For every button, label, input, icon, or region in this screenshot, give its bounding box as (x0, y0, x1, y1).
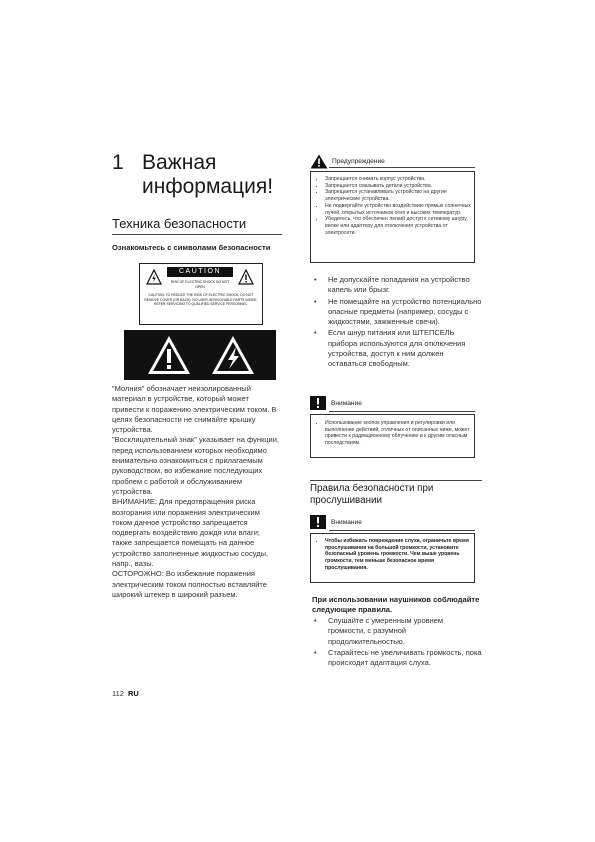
hearing-attention-rule (329, 530, 475, 531)
hearing-attention-box (310, 533, 475, 583)
warning-box (310, 171, 475, 263)
warning-label: Предупреждение (332, 158, 385, 165)
lightning-triangle-icon (146, 269, 162, 285)
attention-header (310, 396, 475, 410)
attention-item: • Чтобы избежать повреждение слуха, ограничьте время прослушивания на большой громкости, установите безопасный уровень громкости. Чем выше уровень громкости, тем меньше безопасное время прослушивания. (325, 538, 471, 572)
list-item: • Не помещайте на устройство потенциально опасные предметы (например, сосуды с жидкостями, зажженные свечи). (328, 297, 482, 328)
paragraph-caution: ОСТОРОЖНО: Во избежание поражения электрическим током полностью вставляйте широкий штекер в широкий разъем. (112, 569, 267, 599)
chapter-number: 1 (112, 151, 124, 174)
warning-item: • Не подвергайте устройство воздействию прямых солнечных лучей, открытых источников огня и высоких температур. (325, 203, 471, 216)
chapter-title: Важная информация! (142, 151, 274, 198)
headphones-heading: При использовании наушников соблюдайте следующие правила. (312, 595, 480, 615)
paragraph-lightning: "Молния" обозначает неизолированный материал в устройстве, который может привести к поражению электрическим током. В целях безопасности не снимайте крышку устройства. (112, 384, 277, 435)
caution-word: CAUTION (167, 267, 233, 277)
section-title-safety: Техника безопасности (112, 216, 247, 231)
warning-item: • Запрещается смазывать детали устройства. (325, 183, 471, 190)
attention-label: Внимание (331, 518, 362, 526)
caution-line-1: RISK OF ELECTRIC SHOCK DO NOT OPEN (170, 280, 230, 289)
exclamation-icon (310, 515, 326, 529)
page-number: 112 (112, 689, 124, 698)
attention-header-rule (329, 411, 475, 412)
lightning-symbol-icon (210, 334, 256, 376)
attention-box (310, 414, 475, 458)
page-footer (112, 689, 139, 698)
headphones-list (312, 616, 482, 669)
list-item: • Старайтесь не увеличивать громкость, пока происходит адаптация слуха. (328, 648, 482, 669)
warning-triangle-icon (310, 154, 328, 169)
general-safety-list (312, 275, 482, 371)
section-rule (112, 234, 282, 235)
exclamation-triangle-icon (238, 269, 254, 285)
attention-label: Внимание (331, 399, 362, 407)
caution-label (139, 263, 263, 325)
section-rule-hearing (310, 480, 482, 481)
exclamation-icon (310, 396, 326, 410)
section-title-hearing: Правила безопасности при прослушивании (310, 483, 434, 506)
language-code: RU (127, 689, 139, 698)
exclamation-symbol-icon (146, 334, 192, 376)
safety-description (112, 384, 282, 600)
list-item: • Не допускайте попадания на устройство капель или брызг. (328, 275, 482, 296)
safety-symbols-panel (124, 330, 276, 380)
hearing-attention-header (310, 515, 475, 529)
warning-item: • Убедитесь, что обеспечен легкий доступ к сетевому шнуру, вилке или адаптеру для отключения устройства от электросети. (325, 216, 471, 236)
attention-item: • Использование кнопок управления и регулировки или выполнение действий, отличных от описанных ниже, может привести к радиационному облучению и к другим опасным последствиям. (325, 420, 471, 447)
paragraph-attention: ВНИМАНИЕ: Для предотвращения риска возгорания или поражения электрическим током данное устройство запрещается подвергать воздействию дождя или влаги; также запрещается помещать на данное устройство заполненные жидкостью сосуды, напр., вазы. (112, 497, 269, 569)
safety-symbols-heading: Ознакомьтесь с символами безопасности (112, 243, 271, 252)
list-item: • Если шнур питания или ШТЕПСЕЛЬ прибора используются для отключения устройства, доступ к ним должен оставаться свободным. (328, 328, 482, 369)
paragraph-exclamation: "Восклицательный знак" указывает на функции, перед использованием которых необходимо внимательно ознакомиться с прилагаемым руководством, во избежание последующих проблем с работой и обслуживанием устройства. (112, 435, 279, 496)
warning-item: • Запрещается снимать корпус устройства. (325, 176, 471, 183)
caution-line-2: CAUTION: TO REDUCE THE RISK OF ELECTRIC SHOCK, DO NOT REMOVE COVER (OR BACK). NO USER-SERVICEABLE PARTS INSIDE. REFER SERVICING TO QUALIFIED SERVICE PERSONNEL. (144, 293, 258, 307)
warning-item: • Запрещается устанавливать устройство на другие электрические устройства. (325, 189, 471, 202)
warning-header-rule (329, 167, 475, 168)
list-item: • Слушайте с умеренным уровнем громкости, с разумной продолжительностью. (328, 616, 482, 647)
